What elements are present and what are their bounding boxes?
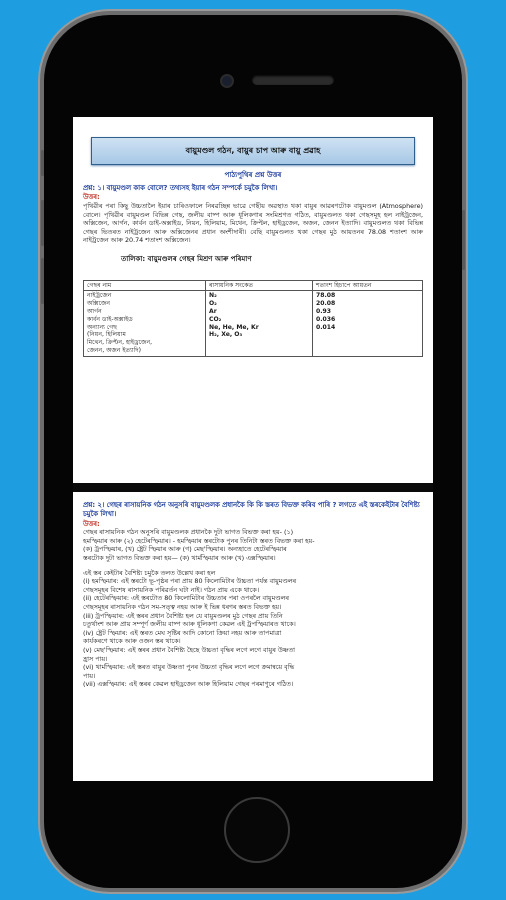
app-screen[interactable] <box>73 117 433 781</box>
gas-symbols-cell <box>206 291 313 356</box>
gas-names-cell <box>84 291 206 356</box>
text-line: এই স্তৰ কেইটাৰ বৈশিষ্ট্য চমুকৈ তলত উল্লেখ কৰা হল <box>83 568 216 577</box>
gas-symbol: H₂, Xe, O₃ <box>209 331 243 339</box>
text-line: চতুৰ্থাংশ আৰু প্ৰায় সম্পূৰ্ণ জলীয় বাষ্প আৰু ধূলিকণা কেৱল এই ট্ৰপস্ফিয়াৰত থাকে। <box>83 620 296 629</box>
gas-symbol: CO₂ <box>209 315 222 323</box>
gas-percent: 20.08 <box>316 300 336 308</box>
document-page-2[interactable] <box>83 501 423 689</box>
text-line: গেছসমূহৰ বিশেষ ৰাসায়নিক পৰিৱৰ্তন ঘটা নাই। গঠন প্ৰায় একে থাকে। <box>83 585 260 594</box>
text-line: (vii) এক্সস্ফিয়াৰ: এই স্তৰৰ কেৱল হাইড্ৰজেন আৰু হিলিয়াম গেছৰ পৰমাণুৰে গঠিত। <box>83 680 294 689</box>
gas-name: অন্যান্য গেছ <box>87 323 117 331</box>
text-line: হ্ৰাস পায়। <box>83 654 108 663</box>
gas-name: আৰ্গন <box>87 307 102 315</box>
answer-body-2 <box>83 528 423 689</box>
gas-symbol: N₂ <box>209 292 217 300</box>
text-line: স্তৰটোক দুটা ভাগত বিভক্ত কৰা হয়— (ক) থাৰ্মস্ফিয়াৰ আৰু (খ) এক্সস্ফিয়াৰ। <box>83 553 276 562</box>
page-divider <box>73 483 433 492</box>
gas-name: কাৰ্বন ডাই-অক্সাইড <box>87 315 133 323</box>
text-line: হমস্ফিয়াৰ আৰু (২) হেটেৰস্ফিয়াৰ। - হমস্ফিয়াৰ স্তৰটোক পুনৰ তিনিটা স্তৰত বিভক্ত কৰা হয়- <box>83 536 315 545</box>
gas-composition-table <box>83 280 423 357</box>
text-line: কাৰ্যকৰণে থাকে আৰু ওজন স্তৰ থাকে। <box>83 637 181 646</box>
chapter-title: বায়ুমণ্ডল গঠন, বায়ুৰ চাপ আৰু বায়ু প্ৰৱাহ <box>185 145 321 155</box>
front-camera-icon <box>222 76 232 86</box>
table-header-percent: শতাংশ হিচাপে আয়তন <box>313 280 423 291</box>
table-caption <box>121 255 423 264</box>
text-line: (v) মেছ'স্ফিয়াৰ: এই স্তৰৰ প্ৰধান বৈশিষ্ট্য হৈছে উচ্চতা বৃদ্ধিৰ লগে লগে বায়ুৰ উষ্ণতা <box>83 645 296 654</box>
text-line: গেছসমূহৰ ৰাসায়নিক গঠন সম-সত্ত্ব নহয় আৰু ই ভিন্ন ধৰণৰ স্তৰত বিভক্ত হয়। <box>83 602 282 611</box>
gas-symbol: Ne, He, Me, Kr <box>209 323 259 331</box>
text-line: (iii) ট্ৰপস্ফিয়াৰ: এই স্তৰৰ প্ৰধান বৈশিষ্ট্য হল যে বায়ুমণ্ডলৰ মুঠ গেছৰ প্ৰায় তিনি <box>83 611 283 620</box>
gas-percent: 0.036 <box>316 315 336 323</box>
text-line: (ক) ট্ৰপস্ফিয়াৰ, (খ) ষ্ট্ৰেট স্ফিয়াৰ আৰু (গ) মেছ'স্ফিয়াৰ। অন্যহাতে হেটেৰস্ফিয়াৰ <box>83 545 287 554</box>
gas-name: (নিয়ন, হিলিয়াম <box>87 331 126 339</box>
gas-symbol: Ar <box>209 307 217 315</box>
text-line: (ii) হেটেৰস্ফিয়াৰ: এই স্তৰটোত 80 কিলোমিটাৰ উচ্চতাৰ পৰা ওপৰলৈ বায়ুমণ্ডলৰ <box>83 594 290 603</box>
gas-name: মিথেন, ক্ৰিপ্টন, হাইড্ৰজেন, <box>87 339 153 347</box>
earpiece-speaker <box>252 75 334 85</box>
answer-label-1: উত্তৰ: <box>83 193 100 202</box>
text-line: গেছৰ ৰাসায়নিক গঠন অনুসৰি বায়ুমণ্ডলক প্ৰধানকৈ দুটা ভাগত বিভক্ত কৰা হয়- (১) <box>83 528 294 537</box>
text-line: (i) হমস্ফিয়াৰ: এই স্তৰটো ভূ-পৃষ্ঠৰ পৰা প্ৰায় 80 কিলোমিটাৰ উচ্চতা পৰ্যন্ত বায়ুমণ্ডলৰ <box>83 577 297 586</box>
section-subheading: পাঠ্যপুথিৰ প্ৰশ্ন উত্তৰ <box>224 171 282 179</box>
gas-percent: 0.014 <box>316 323 336 331</box>
document-page-1[interactable] <box>83 129 423 357</box>
answer-paragraph-1: পৃথিৱীৰ পৰা কিছু উচ্চতালৈ ইয়াৰ চাৰিওফালে নিৰৱচ্ছিন্ন ভাৱে গেছীয় অৱস্থাত থকা বায়ুৰ আৱৰণটোক বায়ুমণ্ডল (Atmosphere) বোলে। পৃথিৱীৰ বায়ুমণ্ডল বিভিন্ন গেছ, জলীয় বাষ্প আৰু ধূলিকণাৰ সংমিশ্ৰণত গঠিত, বায়ুমণ্ডলত থকা গেছসমূহ হল নাইট্ৰজেন, অক্সিজেন, আৰ্গন, কাৰ্বন ডাই-অক্সাইড, নিয়ন, হিলিয়াম, মিথেন, ক্ৰিপ্টন, হাইড্ৰজেন, অজন, জেনন ইত্যাদি। বায়ুমণ্ডলত থকা বিভিন্ন গেছৰ ভিতৰত নাইট্ৰজেন আৰু অক্সিজেনৰ প্ৰধান অংশীদাৰী। বেছি বায়ুমণ্ডলত থকা গেছৰ মুঠ আয়তনৰ 78.08 শতাংশ আৰু নাইট্ৰজেন আৰু 20.74 শতাংশ অক্সিজেন। <box>83 201 423 245</box>
chapter-title-banner <box>91 137 415 165</box>
table-row <box>84 291 423 356</box>
table-caption-label: তালিকা: <box>121 254 146 263</box>
question-1: প্ৰশ্ন: ১। বায়ুমণ্ডল কাক বোলে? তথ্যসহ ইয়াৰ গঠন সম্পৰ্কে চমুকৈ লিখা। <box>83 183 278 192</box>
volume-down-button <box>41 258 44 304</box>
text-line: পায়। <box>83 671 96 680</box>
gas-symbol: O₂ <box>209 300 217 308</box>
gas-percent: 0.93 <box>316 307 332 315</box>
answer-label-2: উত্তৰ: <box>83 519 100 528</box>
table-header-symbol: ৰাসায়নিক সংকেত <box>206 280 313 291</box>
text-line: (iv) ষ্ট্ৰেট স্ফিয়াৰ: এই স্তৰত মেঘ সৃষ্টিৰ আদি কোনো ক্ৰিয়া নহয় আৰু তাপমাত্ৰা <box>83 628 282 637</box>
table-caption-text: বায়ুমণ্ডলৰ গেছৰ মিশ্ৰণ আৰু পৰিমাণ <box>147 254 252 263</box>
gas-name: অক্সিজেন <box>87 300 111 308</box>
mute-switch <box>41 150 44 176</box>
text-line: (vi) থাৰ্মস্ফিয়াৰ: এই স্তৰত বায়ুৰ উষ্ণতা পুনৰ উচ্চতা বৃদ্ধিৰ লগে লগে ক্ৰমান্বয়ে বৃদ্ধি <box>83 663 295 672</box>
gas-name: নাইট্ৰজেন <box>87 292 112 300</box>
volume-up-button <box>41 200 44 246</box>
table-header-name: গেছৰ নাম <box>84 280 206 291</box>
gas-name: জেনন, অজন ইত্যাদি) <box>87 346 141 354</box>
home-button[interactable] <box>224 797 290 863</box>
gas-percent-cell <box>313 291 423 356</box>
table-header-row <box>84 280 423 291</box>
gas-percent: 78.08 <box>316 292 336 300</box>
question-2: প্ৰশ্ন: ২। গেছৰ ৰাসায়নিক গঠন অনুসৰি বায়ুমণ্ডলক প্ৰধানকৈ কি কি স্তৰত বিভক্ত কৰিব পাৰি ? লগতে এই স্তৰকেইটাৰ বৈশিষ্ট্য চমুকৈ লিখা। <box>83 501 420 518</box>
power-button <box>462 210 465 270</box>
